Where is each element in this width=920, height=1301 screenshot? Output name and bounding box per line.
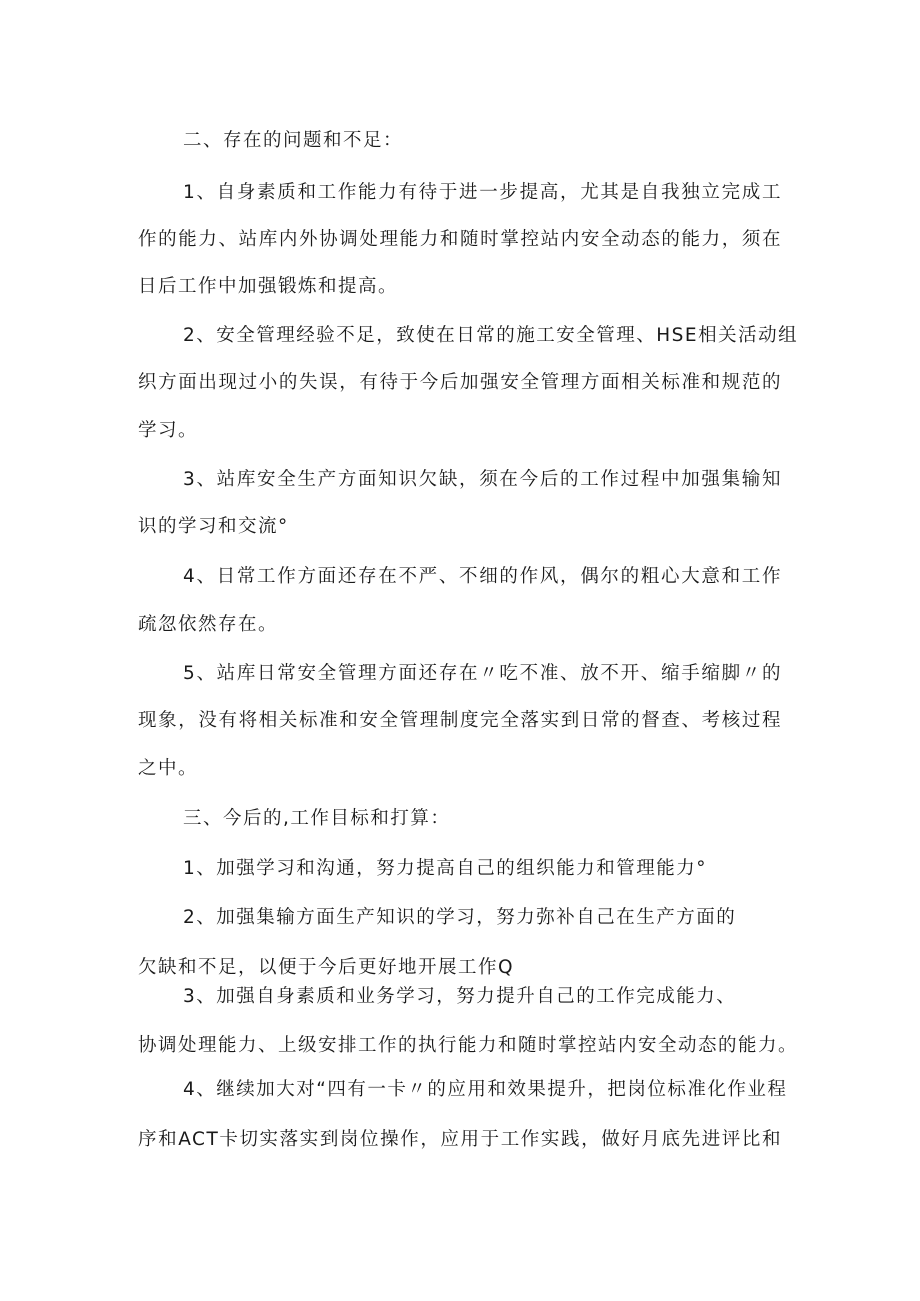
section-heading-problems: 二、存在的问题和不足： — [183, 130, 404, 151]
section-heading-goals: 三、今后的,工作目标和打算： — [183, 808, 451, 829]
paragraph-line: 1、自身素质和工作能力有待于进一步提高，尤其是自我独立完成工 — [183, 182, 782, 203]
paragraph-line: 1、加强学习和沟通，努力提高自己的组织能力和管理能力° — [183, 858, 708, 879]
paragraph-line: 3、加强自身素质和业务学习，努力提升自己的工作完成能力、 — [183, 986, 737, 1007]
paragraph-line: 3、站库安全生产方面知识欠缺，须在今后的工作过程中加强集输知 — [183, 469, 782, 490]
paragraph-line: 作的能力、站库内外协调处理能力和随时掌控站内安全动态的能力，须在 — [138, 229, 782, 250]
paragraph-line: 织方面出现过小的失误，有待于今后加强安全管理方面相关标准和规范的 — [138, 372, 782, 393]
paragraph-line: 疏忽依然存在。 — [138, 614, 279, 635]
paragraph-line: 协调处理能力、上级安排工作的执行能力和随时掌控站内安全动态的能力。 — [138, 1035, 799, 1056]
paragraph-line: 日后工作中加强锻炼和提高。 — [138, 276, 399, 297]
paragraph-line: 2、安全管理经验不足，致使在日常的施工安全管理、HSE相关活动组 — [183, 325, 799, 346]
paragraph-line: 4、日常工作方面还存在不严、不细的作风，偶尔的粗心大意和工作 — [183, 566, 782, 587]
paragraph-line: 2、加强集输方面生产知识的学习，努力弥补自己在生产方面的 — [183, 907, 737, 928]
paragraph-line: 学习。 — [138, 420, 199, 441]
paragraph-line: 现象，没有将相关标准和安全管理制度完全落实到日常的督查、考核过程 — [138, 710, 782, 731]
paragraph-line: 5、站库日常安全管理方面还存在〃吃不准、放不开、缩手缩脚〃的 — [183, 663, 782, 684]
paragraph-line: 4、继续加大对“四有一卡〃的应用和效果提升，把岗位标准化作业程 — [183, 1079, 788, 1100]
paragraph-line: 之中。 — [138, 758, 199, 779]
paragraph-line: 欠缺和不足，以便于今后更好地开展工作Q — [138, 957, 515, 978]
paragraph-line: 识的学习和交流° — [138, 516, 289, 537]
paragraph-line: 序和ACT卡切实落实到岗位操作，应用于工作实践，做好月底先进评比和 — [138, 1129, 782, 1150]
